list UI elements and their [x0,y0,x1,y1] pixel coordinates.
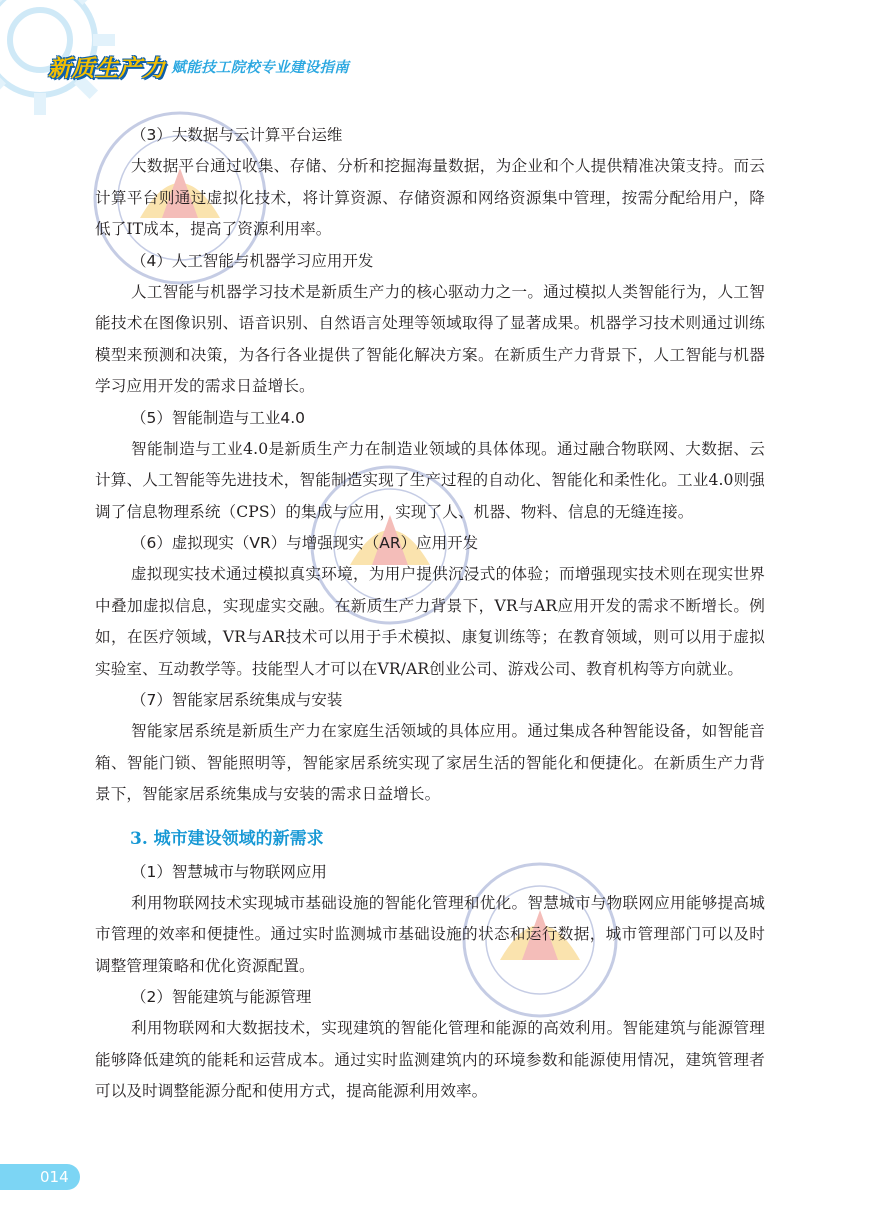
paragraph: 虚拟现实技术通过模拟真实环境，为用户提供沉浸式的体验；而增强现实技术则在现实世界中叠加虚拟信息，实现虚实交融。在新质生产力背景下，VR与AR应用开发的需求不断增长。例如，在医疗领域，VR与AR技术可以用于手术模拟、康复训练等；在教育领域，则可以用于虚拟实验室、互动教学等。技能型人才可以在VR/AR创业公司、游戏公司、教育机构等方向就业。 [95,565,765,678]
subheading: （4）人工智能与机器学习应用开发 [131,251,374,270]
subheading: （1）智慧城市与物联网应用 [131,862,327,881]
paragraph: 大数据平台通过收集、存储、分析和挖掘海量数据，为企业和个人提供精准决策支持。而云计算平台则通过虚拟化技术，将计算资源、存储资源和网络资源集中管理，按需分配给用户，降低了IT成本，提高了资源利用率。 [95,157,765,238]
subheading: （7）智能家居系统集成与安装 [131,691,343,709]
paragraph: 利用物联网和大数据技术，实现建筑的智能化管理和能源的高效利用。智能建筑与能源管理能够降低建筑的能耗和运营成本。通过实时监测建筑内的环境参数和能源使用情况，建筑管理者可以及时调整能源分配和使用方式，提高能源利用效率。 [95,1019,765,1100]
book-subtitle: 赋能技工院校专业建设指南 [171,59,350,76]
paragraph: 智能制造与工业4.0是新质生产力在制造业领域的具体体现。通过融合物联网、大数据、云计算、人工智能等先进技术，智能制造实现了生产过程的自动化、智能化和柔性化。工业4.0则强调了信息物理系统（CPS）的集成与应用，实现了人、机器、物料、信息的无缝连接。 [95,439,765,521]
subheading: （2）智能建筑与能源管理 [131,988,312,1006]
subheading: （5）智能制造与工业4.0 [131,408,306,427]
book-brand-title: 新质生产力 [48,55,166,82]
running-header [48,50,349,82]
subheading: （3）大数据与云计算平台运维 [131,126,343,144]
paragraph: 智能家居系统是新质生产力在家庭生活领域的具体应用。通过集成各种智能设备，如智能音箱、智能门锁、智能照明等，智能家居系统实现了家居生活的智能化和便捷化。在新质生产力背景下，智能家居系统集成与安装的需求日益增长。 [95,722,765,803]
paragraph: 人工智能与机器学习技术是新质生产力的核心驱动力之一。通过模拟人类智能行为，人工智能技术在图像识别、语音识别、自然语言处理等领域取得了显著成果。机器学习技术则通过训练模型来预测和决策，为各行各业提供了智能化解决方案。在新质生产力背景下，人工智能与机器学习应用开发的需求日益增长。 [95,282,765,395]
paragraph: 利用物联网技术实现城市基础设施的智能化管理和优化。智慧城市与物联网应用能够提高城市管理的效率和便捷性。通过实时监测城市基础设施的状态和运行数据，城市管理部门可以及时调整管理策略和优化资源配置。 [95,893,765,975]
subheading: （6）虚拟现实（VR）与增强现实（AR）应用开发 [131,534,479,552]
page-body [95,120,765,1108]
section-heading: 3. 城市建设领域的新需求 [130,828,324,849]
page-number: 014 [0,1164,80,1190]
